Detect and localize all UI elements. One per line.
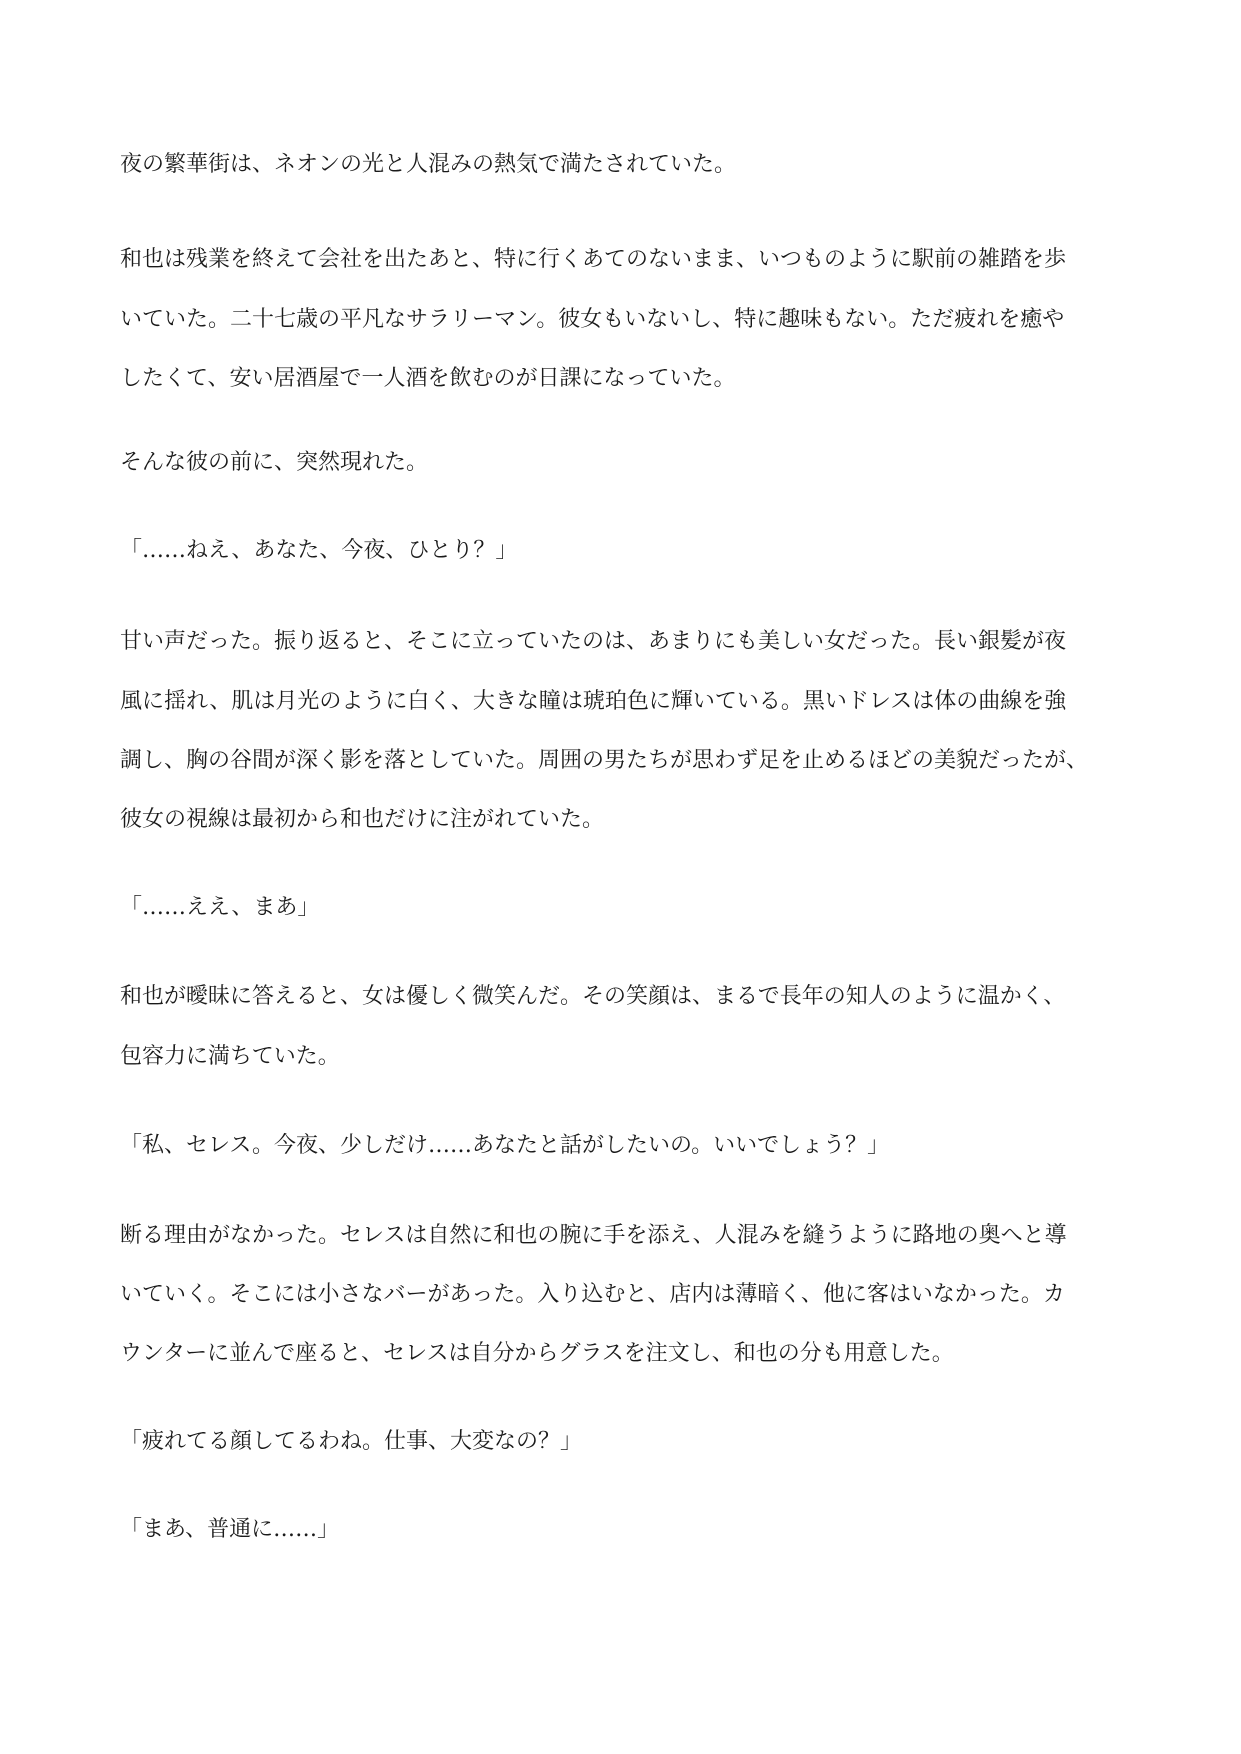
- paragraph-line: そんな彼の前に、突然現れた。: [120, 450, 429, 475]
- dialogue-line: 「……ねえ、あなた、今夜、ひとり？」: [120, 538, 518, 563]
- paragraph-line: 和也は残業を終えて会社を出たあと、特に行くあてのないまま、いつものように駅前の雑踏を歩: [120, 247, 1067, 272]
- paragraph-line: 和也が曖昧に答えると、女は優しく微笑んだ。その笑顔は、まるで長年の知人のように温かく、: [120, 984, 1066, 1009]
- dialogue-line: 「疲れてる顔してるわね。仕事、大変なの？」: [120, 1429, 583, 1454]
- paragraph-line: 甘い声だった。振り返ると、そこに立っていたのは、あまりにも美しい女だった。長い銀髪が夜: [120, 629, 1067, 654]
- paragraph-line: 彼女の視線は最初から和也だけに注がれていた。: [120, 807, 605, 832]
- dialogue-line: 「私、セレス。今夜、少しだけ……あなたと話がしたいの。いいでしょう？」: [120, 1133, 890, 1158]
- paragraph-line: 夜の繁華街は、ネオンの光と人混みの熱気で満たされていた。: [120, 152, 737, 177]
- paragraph-line: 断る理由がなかった。セレスは自然に和也の腕に手を添え、人混みを縫うように路地の奥へと導: [120, 1223, 1067, 1248]
- paragraph-line: したくて、安い居酒屋で一人酒を飲むのが日課になっていた。: [120, 366, 736, 391]
- paragraph-line: いていく。そこには小さなバーがあった。入り込むと、店内は薄暗く、他に客はいなかった。カ: [120, 1282, 1065, 1307]
- paragraph-line: ウンターに並んで座ると、セレスは自分からグラスを注文し、和也の分も用意した。: [120, 1341, 954, 1366]
- dialogue-line: 「……ええ、まあ」: [120, 895, 320, 920]
- dialogue-line: 「まあ、普通に……」: [120, 1517, 340, 1542]
- paragraph-line: 風に揺れ、肌は月光のように白く、大きな瞳は琥珀色に輝いている。黒いドレスは体の曲線を強: [120, 689, 1067, 714]
- paragraph-line: 調し、胸の谷間が深く影を落としていた。周囲の男たちが思わず足を止めるほどの美貌だったが、: [120, 748, 1089, 773]
- paragraph-line: いていた。二十七歳の平凡なサラリーマン。彼女もいないし、特に趣味もない。ただ疲れを癒や: [120, 307, 1065, 332]
- paragraph-line: 包容力に満ちていた。: [120, 1044, 340, 1069]
